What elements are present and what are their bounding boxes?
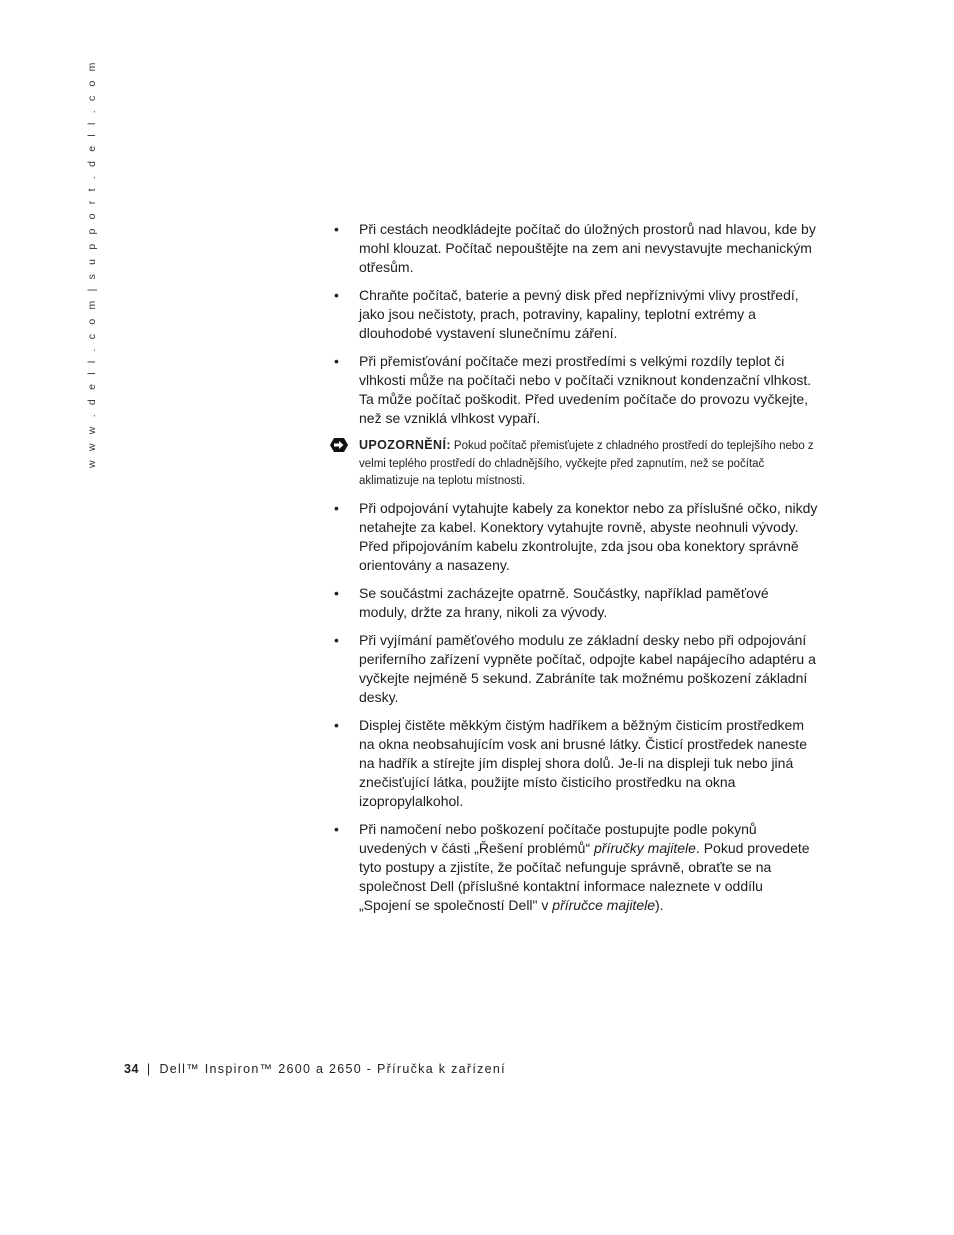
list-item [328, 631, 818, 707]
list-item [328, 220, 818, 277]
list-item-text [359, 821, 810, 913]
notice-label: UPOZORNĚNÍ: [359, 438, 451, 452]
list-item [328, 584, 818, 622]
list-item [328, 716, 818, 811]
bullet-mark: • [334, 820, 339, 837]
list-item-text: Při odpojování vytahujte kabely za konektor nebo za příslušné očko, nikdy netahejte za kabel. Konektory vytahujte rovně, abyste neohnuli vývody. Před připojováním kabelu zkontrolujte, zda jsou oba konektory správně orientovány a nasazeny. [359, 499, 818, 573]
sidebar-url: w w w . d e l l . c o m | s u p p o r t . d e l l . c o m [86, 59, 98, 468]
text-segment: ). [655, 896, 664, 913]
notice-text: Pokud počítač přemisťujete z chladného prostředí do teplejšího nebo z velmi teplého prostředí do chladnějšího, vyčkejte před zapnutím, než se počítač aklimatizuje na teplotu místnosti. [359, 440, 814, 487]
notice-arrow-icon [328, 437, 350, 453]
list-item-text: Displej čistěte měkkým čistým hadříkem a běžným čisticím prostředkem na okna neobsahujícím vosk ani brusné látky. Čisticí prostředek naneste na hadřík a stírejte jím displej shora dolů. Je-li na displeji tuk nebo jiná znečisťující látka, použijte místo čisticího prostředku na okna izopropylalkohol. [359, 716, 807, 809]
notice-box [328, 437, 818, 491]
list-item-text: Chraňte počítač, baterie a pevný disk před nepříznivými vlivy prostředí, jako jsou nečistoty, prach, potraviny, kapaliny, teplotní extrémy a dlouhodobé vystavení slunečnímu záření. [359, 287, 799, 341]
main-content [328, 220, 818, 924]
bullet-mark: • [334, 353, 339, 369]
bullet-mark: • [334, 221, 339, 237]
list-item-text: Při vyjímání paměťového modulu ze základní desky nebo při odpojování periferního zařízení vypněte počítač, odpojte kabel napájecího adaptéru a vyčkejte nejméně 5 sekund. Zabráníte tak možnému poškození základní desky. [359, 631, 816, 705]
bullet-mark: • [334, 287, 339, 303]
page-footer [124, 1062, 506, 1076]
list-item-text: Při přemisťování počítače mezi prostředími s velkými rozdíly teplot či vlhkosti může na počítači nebo v počítači vzniknout kondenzační vlhkost. Ta může počítač poškodit. Před uvedením počítače do provozu vyčkejte, než se vzniklá vlhkost vypaří. [359, 353, 812, 426]
list-item-text: Se součástmi zacházejte opatrně. Součástky, například paměťové moduly, držte za hrany, nikoli za vývody. [359, 584, 769, 620]
bullet-mark: • [334, 499, 339, 516]
list-item [328, 820, 818, 915]
owners-manual-reference: příručce majitele [552, 896, 655, 913]
bullet-mark: • [334, 631, 339, 648]
page-number: 34 [124, 1062, 139, 1076]
bullet-mark: • [334, 716, 339, 733]
owners-manual-reference: příručky majitele [594, 839, 696, 856]
list-item [328, 352, 818, 428]
bullet-mark: • [334, 584, 339, 601]
text-segment: . Pokud provedete tyto postupy a zjistíte, že počítač nefunguje správně, obraťte se na společnost Dell (příslušné kontaktní informace naleznete v oddílu „Spojení se společností Dell" v [359, 839, 810, 913]
list-item [328, 286, 818, 343]
footer-title: Dell™ Inspiron™ 2600 a 2650 - Příručka k zařízení [159, 1062, 506, 1076]
text-segment: Při namočení nebo poškození počítače postupujte podle pokynů uvedených v části „Řešení problémů“ [359, 820, 757, 856]
list-item [328, 499, 818, 575]
footer-separator: | [146, 1062, 152, 1076]
list-item-text: Při cestách neodkládejte počítač do úložných prostorů nad hlavou, kde by mohl klouzat. Počítač nepouštějte na zem ani nevystavujte mechanickým otřesům. [359, 221, 816, 275]
